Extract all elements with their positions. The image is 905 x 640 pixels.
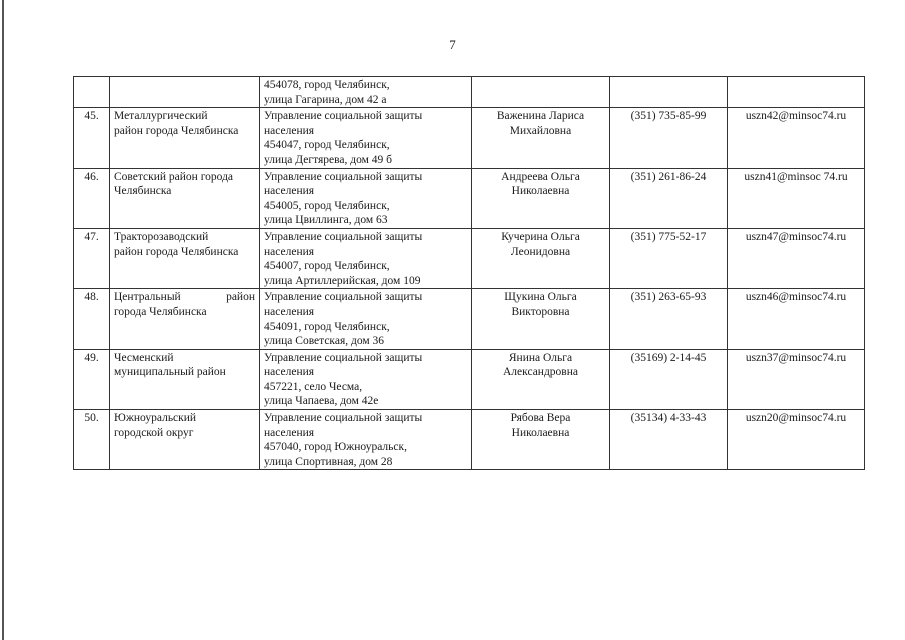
- phone-cell: (351) 261-86-24: [610, 168, 728, 228]
- table-row: [74, 228, 865, 288]
- head-name-line: Николаевна: [511, 185, 570, 198]
- head-name-line: Янина Ольга: [508, 351, 573, 364]
- district-line: Центральный район: [114, 291, 255, 304]
- address-line: 454047, город Челябинск,: [264, 139, 390, 152]
- phone-cell: (35134) 4-33-43: [610, 410, 728, 470]
- head-cell: [472, 410, 610, 470]
- row-number: 45.: [74, 108, 110, 168]
- head-cell: [472, 349, 610, 409]
- address-line: улица Дегтярева, дом 49 б: [264, 153, 392, 166]
- email-cell: uszn47@minsoc74.ru: [728, 228, 865, 288]
- phone-cell: (351) 263-65-93: [610, 289, 728, 349]
- phone-cell: (35169) 2-14-45: [610, 349, 728, 409]
- social-protection-directory-table: [73, 76, 865, 470]
- address-line: Управление социальной защиты: [264, 110, 423, 123]
- address-cell: [260, 77, 472, 108]
- row-number: 49.: [74, 349, 110, 409]
- address-line: 457040, город Южноуральск,: [264, 441, 407, 454]
- table-row: [74, 108, 865, 168]
- address-cell: [260, 228, 472, 288]
- district-cell: [110, 108, 260, 168]
- phone-cell: [610, 77, 728, 108]
- table-row-continuation: [74, 77, 865, 108]
- district-line: городской округ: [114, 426, 194, 439]
- head-cell: [472, 168, 610, 228]
- head-cell: [472, 228, 610, 288]
- address-line: Управление социальной защиты: [264, 230, 423, 243]
- address-cell: [260, 108, 472, 168]
- address-line: Управление социальной защиты: [264, 412, 423, 425]
- table-body: [74, 77, 865, 470]
- address-line: населения: [264, 185, 315, 198]
- address-line: 454078, город Челябинск,: [264, 79, 390, 91]
- head-name-line: Михайловна: [509, 124, 572, 137]
- address-line: Управление социальной защиты: [264, 351, 423, 364]
- address-line: улица Гагарина, дом 42 а: [264, 93, 387, 106]
- district-line: муниципальный район: [114, 366, 226, 379]
- table-row: [74, 289, 865, 349]
- address-line: улица Спортивная, дом 28: [264, 455, 393, 468]
- address-line: 454007, город Челябинск,: [264, 260, 390, 273]
- address-line: населения: [264, 366, 315, 379]
- head-name-line: Александровна: [503, 366, 578, 379]
- num-cell: [74, 77, 110, 108]
- table-row: [74, 410, 865, 470]
- scan-left-edge: [2, 0, 4, 640]
- head-cell: [472, 77, 610, 108]
- head-name-line: Андреева Ольга: [501, 170, 580, 183]
- address-cell: [260, 168, 472, 228]
- table-row: [74, 349, 865, 409]
- district-cell: [110, 168, 260, 228]
- email-cell: uszn37@minsoc74.ru: [728, 349, 865, 409]
- address-line: населения: [264, 124, 315, 137]
- district-cell: [110, 410, 260, 470]
- email-cell: uszn20@minsoc74.ru: [728, 410, 865, 470]
- address-cell: [260, 410, 472, 470]
- row-number: 50.: [74, 410, 110, 470]
- district-cell: [110, 77, 260, 108]
- district-line: район города Челябинска: [114, 245, 239, 258]
- phone-cell: (351) 775-52-17: [610, 228, 728, 288]
- address-line: 454091, город Челябинск,: [264, 320, 390, 333]
- district-line: города Челябинска: [114, 305, 207, 318]
- phone-cell: (351) 735-85-99: [610, 108, 728, 168]
- district-line: Советский район города: [114, 170, 234, 183]
- address-line: 454005, город Челябинск,: [264, 199, 390, 212]
- address-cell: [260, 349, 472, 409]
- district-line: Чесменский: [114, 351, 174, 364]
- page-number: 7: [449, 37, 456, 52]
- address-line: населения: [264, 426, 315, 439]
- email-cell: [728, 77, 865, 108]
- row-number: 48.: [74, 289, 110, 349]
- head-name-line: Кучерина Ольга: [501, 230, 580, 243]
- district-cell: [110, 349, 260, 409]
- address-line: улица Цвиллинга, дом 63: [264, 214, 388, 227]
- district-line: Челябинска: [114, 185, 172, 198]
- address-line: Управление социальной защиты: [264, 291, 423, 304]
- head-name-line: Рябова Вера: [510, 412, 571, 425]
- email-cell: uszn42@minsoc74.ru: [728, 108, 865, 168]
- row-number: 47.: [74, 228, 110, 288]
- district-line: район города Челябинска: [114, 124, 239, 137]
- head-name-line: Щукина Ольга: [504, 291, 577, 304]
- address-line: 457221, село Чесма,: [264, 380, 363, 393]
- address-cell: [260, 289, 472, 349]
- head-name-line: Викторовна: [511, 305, 570, 318]
- address-line: Управление социальной защиты: [264, 170, 423, 183]
- row-number: 46.: [74, 168, 110, 228]
- table-row: [74, 168, 865, 228]
- address-line: улица Чапаева, дом 42е: [264, 395, 379, 408]
- address-line: населения: [264, 305, 315, 318]
- head-name-line: Леонидовна: [510, 245, 571, 258]
- district-line: Тракторозаводский: [114, 230, 209, 243]
- head-cell: [472, 289, 610, 349]
- email-cell: uszn41@minsoc 74.ru: [728, 168, 865, 228]
- district-line: Южноуральский: [114, 412, 197, 425]
- email-cell: uszn46@minsoc74.ru: [728, 289, 865, 349]
- address-line: улица Артиллерийская, дом 109: [264, 274, 421, 287]
- address-line: улица Советская, дом 36: [264, 335, 385, 348]
- district-cell: [110, 228, 260, 288]
- head-name-line: Важенина Лариса: [496, 110, 585, 123]
- district-line: Металлургический: [114, 110, 208, 123]
- address-line: населения: [264, 245, 315, 258]
- district-cell: [110, 289, 260, 349]
- head-name-line: Николаевна: [511, 426, 570, 439]
- head-cell: [472, 108, 610, 168]
